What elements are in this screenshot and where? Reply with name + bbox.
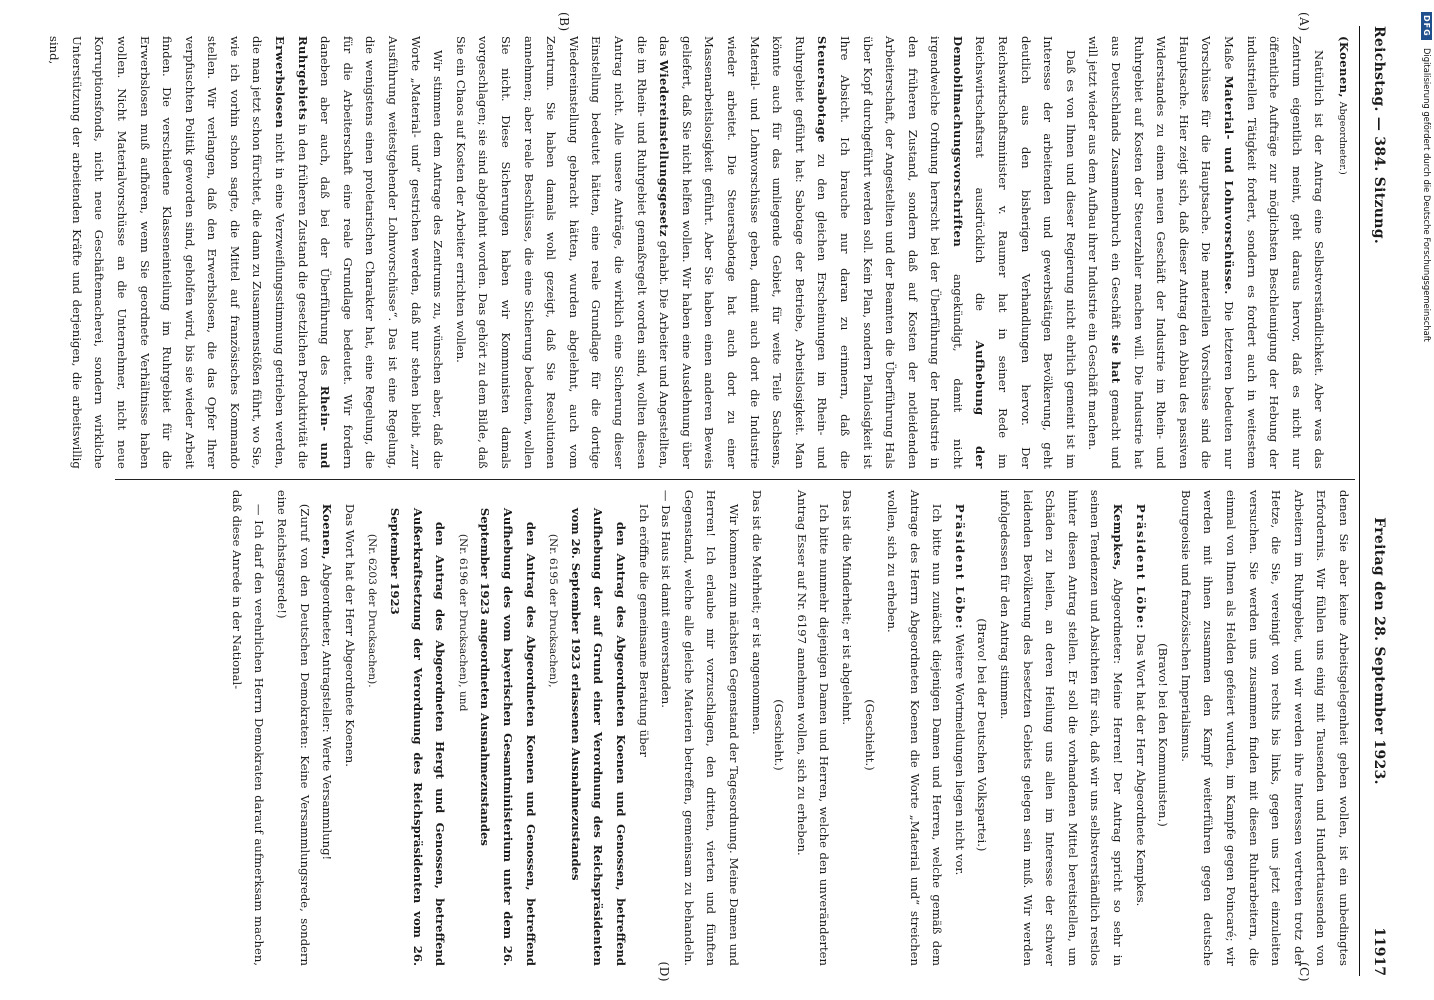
page-header <box>1359 26 1390 976</box>
paragraph: Wir kommen zum nächsten Gegenstand der Tagesordnung. Meine Damen und Herren! Ich erlaube mir vorzuschlagen, den dritten, vierten und fünften Gegenstand, welche alle gleiche Materien betreffen, gemeinsam zu behandeln. — Das Haus ist damit einverstanden. <box>659 489 741 966</box>
left-column <box>47 26 1355 479</box>
emphasis: Steuersabotage <box>815 36 830 143</box>
text-columns <box>47 12 1355 982</box>
paragraph: Ich eröffne die gemeinsame Beratung über <box>636 503 651 757</box>
paragraph: Daß es von Ihnen und dieser Regierung nicht ehrlich gemeint ist im Interesse der arbeitenden und gewerbstätigen Bevölkerung, geht deutlich aus den bisherigen Verhandlungen hervor. Der Reichswirtschaftsminister v. Raumer hat in seiner Rede im Reichswirtschaftsrat ausdrücklich die Aufhebung der Demobilmachungsvorschriften angekündigt, damit nicht irgendwelche Ordnung herrscht bei der Überführung der Industrie in den früheren Zustand, sondern daß auf Kosten der notleidenden Arbeiterschaft, der Angestellten und der Beamten die Überführung Hals über Kopf durchgeführt werden soll. Kein Plan, sondern Planlosigkeit ist Ihre Absicht. Ich brauche nur daran zu erinnern, daß die Steuersabotage zu den gleichen Erscheinungen im Rhein- und Ruhrgebiet geführt hat: Sabotage der Betriebe, Arbeitslosigkeit. Man könnte auch für das umliegende Gebiet, für weite Teile Sachsens, Material- und Lohnvorschüsse geben, damit auch dort die Industrie wieder arbeitet. Die Steuersabotage hat auch dort zu einer Massenarbeitslosigkeit geführt. Aber Sie haben einen anderen Beweis geliefert, daß Sie nicht helfen wollen. Wir haben eine Ausdehnung über das Wiedereinstellungsgesetz gehabt. Die Arbeiter und Angestellten, die im Rhein- und Ruhrgebiet gemaßregelt worden sind, wollten diesen Antrag nicht. Alle unsere Anträge, die wirklich eine Sicherung dieser Einstellung bedeutet hätten, eine reale Grundlage für die dortige Wiedereinstellung gebracht hätten, wurden abgelehnt, auch vom Zentrum. Sie haben damals wohl gezeigt, daß Sie Resolutionen annehmen; aber reale Beschlüsse, die eine Sicherung bedeuten, wollen Sie nicht. Diese Sicherungen haben wir Kommunisten damals vorgeschlagen; sie sind abgelehnt worden. Das gehört zu dem Bilde, daß Sie ein Chaos auf Kosten der Arbeiter errichten wollen. <box>453 36 1078 469</box>
vote-action: (Geschieht.) <box>772 699 787 771</box>
agenda-reference: (Nr. 6203 der Drucksachen). <box>366 533 379 688</box>
speech: Koenen, Abgeordneter, Antragsteller: Werte Versammlung! <box>320 503 335 861</box>
margin-marker-a: (A) <box>1297 12 1311 32</box>
scan-credit <box>1414 12 1432 992</box>
president-statement: Präsident Löbe: Weitere Wortmeldungen liegen nicht vor. <box>952 503 967 876</box>
paragraph: Wir stimmen dem Antrage des Zentrums zu, wünschen aber, daß die Worte „Material- und“ gestrichen werden, daß nur stehen bleibt „zur Ausführung weitestgehender Lohnvorschüsse“. Das ist eine Regelung, die wenigstens einen proletarischen Charakter hat, eine Regelung, die für die Arbeiterschaft eine reale Grundlage bedeutet. Wir fordern daneben aber auch, daß bei der Überführung des Rhein- und Ruhrgebiets in den früheren Zustand die gesetzlichen Produktivität die Erwerbslosen nicht in eine Verzweiflungsstimmung getrieben werden, die man jetzt schon fürchtet, die dann zu Zusammenstößen führt, wo Sie, wie ich vorhin schon sagte, die Mittel auf französisches Kommando stellen. Wir verlangen, daß den Erwerbslosen, die das Opfer Ihrer verpfuschten Politik geworden sind, geholfen wird, bis sie wieder Arbeit finden. Die verschiedene Klasseneinteilung im Ruhrgebiet für die Erwerbslosen muß aufhören, wenn Sie geordnete Verhältnisse haben wollen. Nicht Materialvorschüsse an die Unternehmer, nicht neue Korruptionsfonds, nicht neue Geschäftemacherei, sondern wirkliche Unterstützung der arbeitenden Kräfte und derjenigen, die arbeitswillig sind, <box>47 36 446 469</box>
dfg-logo: DFG <box>1421 12 1432 40</box>
header-date: Freitag den 28. September 1923. <box>1371 517 1387 785</box>
emphasis: Wiedereinstellungsgesetz <box>657 60 672 237</box>
speaker-name: (Koenen, <box>1337 36 1351 98</box>
speaker-name: Koenen, <box>320 503 335 560</box>
paragraph: — Ich darf den verehrlichen Herrn Demokraten darauf aufmerksam machen, daß diese Anrede in der National- <box>229 489 267 966</box>
paragraph: Das Wort hat der Herr Abgeordnete Koenen. <box>342 503 357 767</box>
header-page-number: 11917 <box>1371 927 1387 976</box>
vote-call: Ich bitte nun zunächst diejenigen Damen und Herren, welche gemäß dem Antrage des Herrn Abgeordneten Koenen die Worte „Material und“ streichen wollen, sich zu erheben. <box>885 489 945 966</box>
interjection: (Zuruf von den Deutschen Demokraten: Keine Versammlungsrede, sondern eine Reichstagsrede!) <box>275 489 312 966</box>
emphasis: Rhein- und Ruhrgebiets <box>295 36 333 469</box>
emphasis: Material- und Lohnvorschüsse. <box>1222 75 1237 295</box>
speaker-name: Kempkes, <box>1111 503 1126 571</box>
right-column <box>115 480 1355 976</box>
paragraph: Natürlich ist der Antrag eine Selbstverständlichkeit. Aber was das Zentrum eigentlich meint, geht daraus hervor, daß es nicht nur öffentliche Aufträge zur möglichsten Beschleunigung der Hebung der industriellen Tätigkeit fordert, sondern es fordert auch in weitestem Maße Material- und Lohnvorschüsse. Die letzteren bedeuten nur Vorschüsse für die Hauptsache. Die materiellen Vorschüsse sind die Hauptsache. Hier zeigt sich, daß dieser Antrag den Abbau des passiven Widerstandes zu einem neuen Geschäft der Industrie im Rhein- und Ruhrgebiet auf Kosten der Steuerzahler machen will. Die Industrie hat aus Deutschlands Zusammenbruch ein Geschäft sie hat gemacht und will jetzt wieder aus dem Aufbau ihrer Industrie ein Geschäft machen. <box>1086 36 1327 469</box>
president-statement: Präsident Löbe: Das Wort hat der Herr Abgeordnete Kempkes. <box>1133 503 1148 907</box>
emphasis: Erwerbslosen <box>273 36 288 129</box>
agenda-item: den Antrag des Abgeordneten Koenen und Genossen, betreffend Aufhebung des vom bayerischen Gesamtministerium unter dem 26. September 1923 angeordneten Ausnahmezustandes <box>478 507 538 966</box>
vote-call: Ich bitte nunmehr diejenigen Damen und Herren, welche den unveränderten Antrag Esser auf Nr. 6197 annehmen wollen, sich zu erheben. <box>794 489 832 966</box>
vote-outcome: Das ist die Minderheit; er ist abgelehnt. <box>839 489 854 726</box>
agenda-reference: (Nr. 6196 der Drucksachen), und <box>456 533 469 712</box>
agenda-item: den Antrag des Abgeordneten Koenen und Genossen, betreffend Aufhebung der auf Grund einer Verordnung des Reichspräsidenten vom 26. September 1923 erlassenen Ausnahmezustandes <box>568 507 628 966</box>
margin-marker-c: (C) <box>1297 961 1311 982</box>
speaker-name: Präsident Löbe: <box>1133 503 1148 631</box>
margin-marker-d: (D) <box>657 961 671 982</box>
speaker-name: Präsident Löbe: <box>952 503 967 631</box>
speech: Kempkes, Abgeordneter: Meine Herren! Der Antrag spricht so sehr in seinen Tendenzen und Absichten für sich, daß wir uns selbstverständlich restlos hinter diesen Antrag stellen. Er soll die vorhandenen Mittel bereitstellen, um Schäden zu heilen, an deren Heilung uns allen im Interesse der schwer leidenden Bevölkerung des besetzten Gebiets gelegen sein muß. Wir werden infolgedessen für den Antrag stimmen. <box>998 489 1126 966</box>
margin-marker-b: (B) <box>557 12 571 32</box>
paragraph: denen Sie aber keine Arbeitsgelegenheit geben wollen, ist ein unbedingtes Erfordernis. Wir fühlen uns einig mit Tausenden und Hunderttausenden von Arbeitern im Ruhrgebiet, und wir werden ihre Interessen vertreten trotz der Hetze, die Sie, vereinigt von rechts bis links, gegen uns jetzt einzuleiten versuchen. Sie werden uns zusammen finden mit diesen Ruhrarbeitern, die einmal von Ihnen als Helden gefeiert wurden, im Kampfe gegen Poincaré; wir werden mit ihnen zusammen den Kampf weiterführen gegen deutsche Bourgeoisie und französischen Imperialismus. <box>1178 489 1351 966</box>
agenda-item: den Antrag des Abgeordneten Hergt und Genossen, betreffend Außerkraftsetzung der Verordnung des Reichspräsidenten vom 26. September 1923 <box>388 507 448 966</box>
scanned-page <box>47 10 1400 990</box>
emphasis: sie hat <box>1109 334 1124 384</box>
agenda-reference: (Nr. 6195 der Drucksachen), <box>547 533 560 688</box>
vote-action: (Geschieht.) <box>862 699 877 771</box>
speaker-role: Abgeordneter.) <box>1337 101 1348 175</box>
vote-outcome: Das ist die Mehrheit; er ist angenommen. <box>749 489 764 735</box>
speaker-line <box>1330 36 1355 469</box>
applause: (Bravo! bei der Deutschen Volkspartei.) <box>975 618 990 852</box>
applause: (Bravo! bei den Kommunisten.) <box>1156 643 1171 827</box>
scan-credit-text: Digitalisierung gefördert durch die Deutsche Forschungsgemeinschaft <box>1422 47 1432 342</box>
header-session: Reichstag. — 384. Sitzung. <box>1371 26 1387 245</box>
emphasis: Aufhebung der Demobilmachungsvorschriften <box>950 36 988 469</box>
